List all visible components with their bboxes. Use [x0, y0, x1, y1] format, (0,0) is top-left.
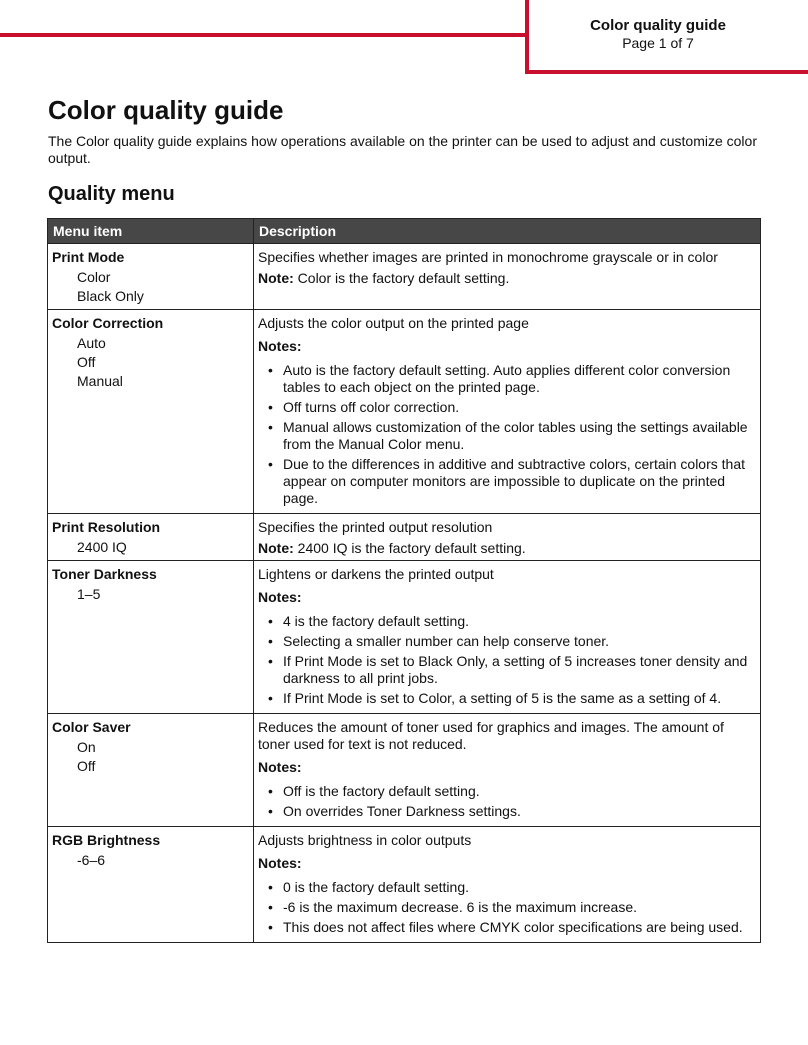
notes-list — [258, 613, 756, 707]
menu-item-option: Manual — [77, 373, 123, 389]
list-item: • Manual allows customization of the color tables using the settings available from the Manual Color menu. — [258, 419, 756, 453]
list-item: • If Print Mode is set to Color, a setting of 5 is the same as a setting of 4. — [258, 690, 756, 707]
menu-item-name: Color Saver — [52, 719, 131, 735]
list-item: • On overrides Toner Darkness settings. — [258, 803, 756, 820]
page-number: Page 1 of 7 — [622, 35, 694, 51]
note — [258, 270, 756, 287]
quality-menu-table — [47, 218, 761, 943]
page-title: Color quality guide — [48, 95, 284, 125]
description-text: Specifies whether images are printed in monochrome grayscale or in color — [258, 249, 718, 265]
menu-item-option: Color — [77, 269, 111, 285]
menu-item-cell — [48, 244, 254, 310]
table-row — [48, 561, 761, 714]
table-row — [48, 514, 761, 561]
menu-item-cell — [48, 310, 254, 514]
notes-list — [258, 783, 756, 820]
running-title: Color quality guide — [590, 17, 726, 34]
menu-item-cell — [48, 561, 254, 714]
table-row — [48, 827, 761, 943]
list-item: • Off is the factory default setting. — [258, 783, 756, 800]
header-rule-left — [0, 33, 529, 37]
notes-label: Notes: — [258, 759, 302, 775]
section-heading: Quality menu — [48, 183, 175, 205]
menu-item-cell — [48, 827, 254, 943]
table-row — [48, 714, 761, 827]
menu-item-option: Auto — [77, 335, 106, 351]
description-cell — [254, 514, 761, 561]
description-text: Adjusts the color output on the printed page — [258, 315, 529, 331]
list-item: • Auto is the factory default setting. Auto applies different color conversion tables to each object on the printed page. — [258, 362, 756, 396]
table-row — [48, 310, 761, 514]
notes-label: Notes: — [258, 855, 302, 871]
note-label: Note: — [258, 270, 294, 286]
list-item: • Selecting a smaller number can help conserve toner. — [258, 633, 756, 650]
description-cell — [254, 561, 761, 714]
menu-item-name: Color Correction — [52, 315, 164, 331]
description-text: Reduces the amount of toner used for graphics and images. The amount of toner used for text is not reduced. — [258, 719, 724, 752]
menu-item-option: 1–5 — [77, 586, 101, 602]
list-item: • 0 is the factory default setting. — [258, 879, 756, 896]
note-text: Color is the factory default setting. — [293, 270, 510, 286]
menu-item-name: Print Mode — [52, 249, 125, 265]
list-item: • Off turns off color correction. — [258, 399, 756, 416]
list-item: • Due to the differences in additive and subtractive colors, certain colors that appear on computer monitors are impossible to duplicate on the printed page. — [258, 456, 756, 507]
running-header — [529, 16, 787, 52]
column-header-menu-item: Menu item — [48, 219, 254, 244]
description-cell — [254, 714, 761, 827]
list-item: • This does not affect files where CMYK color specifications are being used. — [258, 919, 756, 936]
intro-paragraph: The Color quality guide explains how operations available on the printer can be used to adjust and customize color output. — [48, 133, 757, 166]
column-header-description: Description — [254, 219, 761, 244]
note-text: 2400 IQ is the factory default setting. — [293, 540, 526, 556]
note — [258, 540, 756, 557]
menu-item-cell — [48, 514, 254, 561]
list-item: • If Print Mode is set to Black Only, a setting of 5 increases toner density and darkness to all print jobs. — [258, 653, 756, 687]
menu-item-option: On — [77, 739, 96, 755]
description-cell — [254, 310, 761, 514]
description-text: Adjusts brightness in color outputs — [258, 832, 472, 848]
menu-item-name: Print Resolution — [52, 519, 161, 535]
table-header-row — [48, 219, 761, 244]
menu-item-cell — [48, 714, 254, 827]
menu-item-option: Black Only — [77, 288, 144, 304]
description-text: Lightens or darkens the printed output — [258, 566, 494, 582]
notes-label: Notes: — [258, 589, 302, 605]
menu-item-option: Off — [77, 354, 96, 370]
header-rule-right — [525, 70, 808, 74]
description-cell — [254, 827, 761, 943]
description-cell — [254, 244, 761, 310]
description-text: Specifies the printed output resolution — [258, 519, 493, 535]
menu-item-option: -6–6 — [77, 852, 106, 868]
notes-list — [258, 879, 756, 936]
note-label: Note: — [258, 540, 294, 556]
list-item: • -6 is the maximum decrease. 6 is the maximum increase. — [258, 899, 756, 916]
menu-item-option: Off — [77, 758, 96, 774]
menu-item-option: 2400 IQ — [77, 539, 127, 555]
list-item: • 4 is the factory default setting. — [258, 613, 756, 630]
notes-label: Notes: — [258, 338, 302, 354]
menu-item-name: Toner Darkness — [52, 566, 157, 582]
menu-item-name: RGB Brightness — [52, 832, 161, 848]
table-row — [48, 244, 761, 310]
notes-list — [258, 362, 756, 507]
